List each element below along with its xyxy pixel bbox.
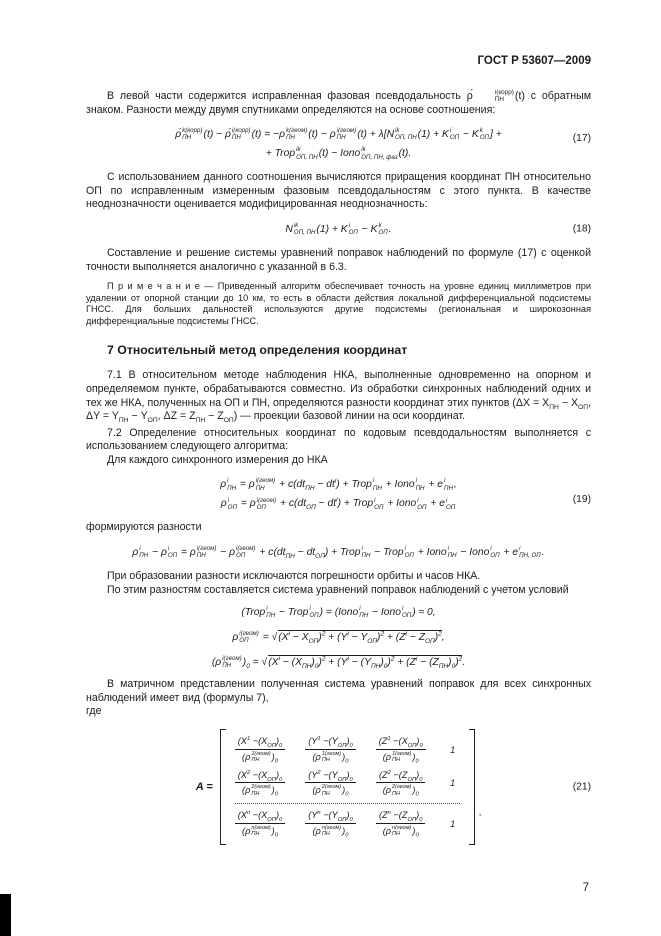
paragraph-system-conditions: По этим разностям составляется система уравнений поправок наблюдений с учетом условий: [107, 583, 569, 596]
formula-difference-body: ρ i ПН − ρ i ОП = ρ i(геом) ПН − ρ i(геом) ОП + $c(dt_{ПН} - dt_{ОП})$ + Trop i ПН − Trop i ОП + Iono i ПН − Iono i ОП + e i ПН, ОП .: [132, 545, 545, 560]
equation-number-21: (21): [572, 781, 591, 793]
equation-number-18: (18): [572, 223, 591, 235]
scan-corner-mark: [0, 894, 11, 936]
matrix-ellipsis-row: [235, 803, 460, 804]
paragraph-increments: С использованием данного соотношения вычисляются приращения координат ПН относительно ОП по исправленным измеренным фазовым псевдодальностям с этого пункта. В качестве неоднозначности оценивается модифицированная неоднозначность:: [86, 171, 591, 211]
paragraph-matrix-form: В матричном представлении полученная система уравнений поправок для всех синхронных наблюдений имеет вид (формулы 7),: [86, 678, 591, 704]
equation-number-17: (17): [572, 133, 591, 145]
paragraph-7-2: 7.2 Определение относительных координат по кодовым псевдодальностям выполняется с использованием следующего алгоритма:: [86, 426, 591, 453]
matrix-cell: ($X^n -(X_{ОП})_0$ (ρ n(геом) ПН )$_0$: [235, 810, 285, 838]
formula-difference: [86, 543, 591, 562]
formula-17-line1: ρ́ k(корр) ПН (t) − ρ́ i(корр) ПН (t) = −ρ k(геом) ПН (t) − ρ i(геом) ПН (t) + λ[N ik ОП, ПН (1) + K i ОП − K k ОП ] +: [175, 127, 502, 142]
document-code-header: ГОСТ Р 53607—2009: [477, 55, 591, 67]
formula-18-body: N ik ОП, ПН (1) + K i ОП − K k ОП .: [285, 222, 392, 237]
formula-18: [86, 220, 591, 239]
page-number: 7: [582, 882, 589, 894]
matrix-cell: ($Z^1 -(X_{ОП})_0$ (ρ 1(геом) ПН )$_0$: [376, 736, 426, 764]
formula-conditions: [86, 603, 591, 622]
formula-17: [86, 125, 591, 163]
matrix-right-bracket: [469, 729, 475, 845]
matrix-cell: ($Y^n -(Y_{ОП})_0$ (ρ n(геом) ПН )$_0$: [305, 810, 355, 838]
paragraph-solution: Составление и решение системы уравнений поправок наблюдений по формуле (17) с оценкой точности выполняется аналогично с указанной в 6.3.: [86, 246, 591, 273]
matrix-cell: ($Y^2 -(Y_{ОП})_0$ (ρ 2(геом) ПН )$_0$: [305, 770, 355, 798]
section-7-heading: 7 Относительный метод определения координат: [107, 343, 408, 358]
formula-rho-pn-body: (ρ i(геом) ПН )$_0 = √(X^i - (X_{ПН})_0)^2 + (Y^i - (Y_{ПН})_0)^2 + (Z^i - (Z_{ПН})_0)^2$.: [211, 655, 466, 671]
formula-19: [86, 475, 591, 513]
matrix-cell: ($X^1 -(X_{ОП})_0$ (ρ 1(геом) ПН )$_0$: [235, 736, 285, 764]
formula-rho-pn: [86, 653, 591, 672]
equation-number-19: (19): [572, 494, 591, 506]
matrix-cell: ($X^2 -(X_{ОП})_0$ (ρ 2(геом) ПН )$_0$: [235, 770, 285, 798]
formula-19-line2: ρ i ОП = ρ i(геом) ОП + $c(dt_{ОП} - dt^i)$ + Trop i ОП + Iono i ОП + e i ОП: [220, 496, 456, 512]
paragraph-where: где: [86, 705, 102, 718]
matrix-cell: ($Z^n -(Z_{ОП})_0$ (ρ n(геом) ПН )$_0$: [376, 810, 425, 838]
matrix-grid: [235, 729, 460, 845]
matrix-a-label: A =: [195, 780, 213, 793]
note-text: П р и м е ч а н и е — Приведенный алгоритм обеспечивает точность на уровне единиц миллиметров при удалении от опорной станции до 10 км, то есть в области действия локальной дифференциальной подсистемы ГНСС. Для больших дальностей используются другие подсистемы (региональная и широкозонная дифференциальные подсистемы ГНСС.: [86, 281, 591, 326]
matrix-trailing-comma: ,: [478, 806, 482, 817]
formula-17-line2: + Trop ik ОП, ПН (t) − Iono ik ОП, ПН, фаз (t).: [265, 146, 412, 161]
formula-21-matrix: [86, 729, 591, 845]
matrix-cell: 1: [450, 778, 456, 789]
matrix-cell: 1: [450, 819, 456, 830]
matrix-cell: ($Y^1 -(Y_{ОП})_0$ (ρ 1(геом) ПН )$_0$: [305, 736, 355, 764]
matrix-cell: ($Z^2 -(Z_{ОП})_0$ (ρ 2(геом) ПН )$_0$: [376, 770, 425, 798]
paragraph-left-part: В левой части содержится исправленная фазовая псевдодальность ρ́ i(корр) ПН (t) с обратным знаком. Разности между двумя спутниками определяются на основе соотношения:: [86, 89, 591, 116]
formula-conditions-body: (Trop i ПН − Trop i ОП ) = (Iono i ПН − Iono i ОП ) ≈ 0,: [241, 605, 436, 620]
paragraph-7-1: 7.1 В относительном методе наблюдения НКА, выполненные одновременно на опорном и определяемом пункте, обрабатываются совместно. Из обработки синхронных наблюдений одних и тех же НКА, полученных на ОП и ПН, определяются разности координат этих пунктов ($\Delta X = X_{ПН} - X_{ОП}$, $\Delta Y = Y_{ПН} - Y_{ОП}$, $\Delta Z = Z_{ПН} - Z_{ОП}$) — проекции базовой линии на оси координат.: [86, 369, 592, 425]
paragraph-orbit-errors: При образовании разности исключаются погрешности орбиты и часов НКА.: [107, 569, 481, 582]
formula-19-line1: ρ i ПН = ρ i(геом) ПН + $c(dt_{ПН} - dt^i)$ + Trop i ПН + Iono i ПН + e i ПН ,: [220, 477, 457, 493]
paragraph-each-measurement: Для каждого синхронного измерения до НКА: [107, 453, 328, 466]
formula-rho-op: [86, 628, 591, 647]
formula-rho-op-body: ρ i(геом) ОП = $√(X^i - X_{ОП})^2 + (Y^i - Y_{ОП})^2 + (Z^i - Z_{ОП})^2$,: [232, 630, 445, 646]
matrix-cell: 1: [450, 744, 456, 755]
paragraph-differences: формируются разности: [86, 521, 202, 534]
matrix-left-bracket: [220, 729, 226, 845]
